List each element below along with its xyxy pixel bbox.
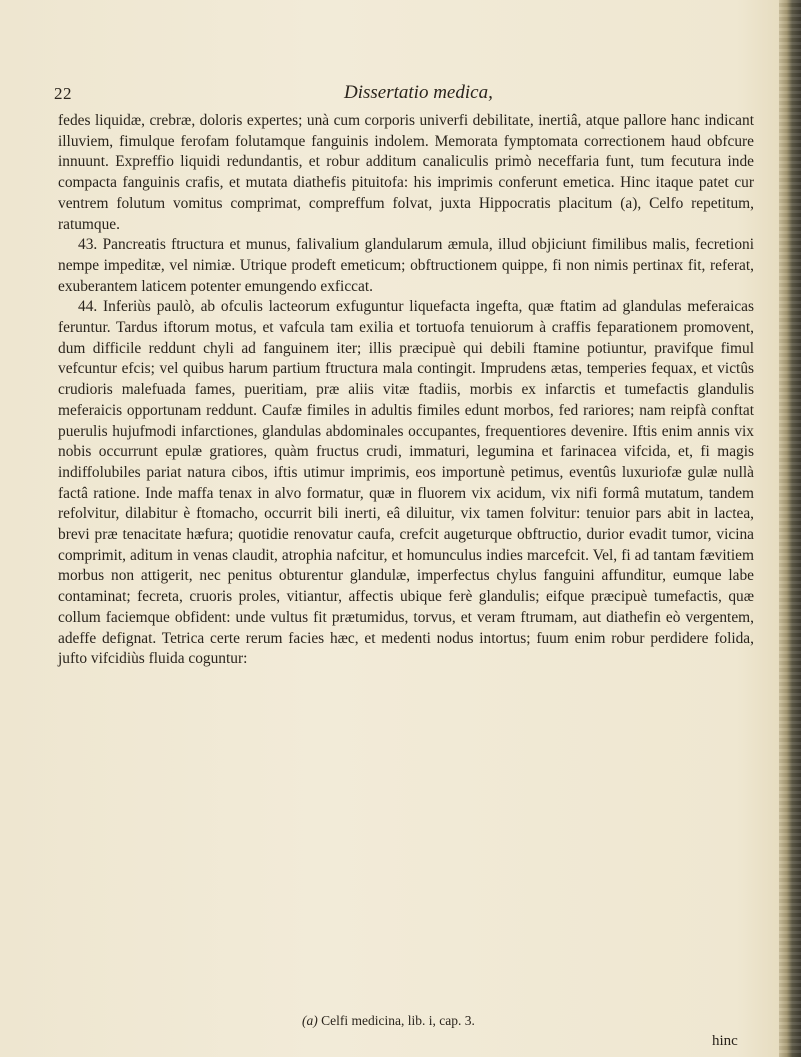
footnote-text: Celfi medicina, lib. i, cap. 3. — [321, 1013, 475, 1028]
binding-edge — [779, 0, 801, 1057]
paragraph-43: 43. Pancreatis ftructura et munus, falivalium glandularum æmula, illud objiciunt fimilibus malis, fecretioni nempe impeditæ, vel nimiæ. Utrique prodeft emeticum; obftructionem quippe, fi non nimis pertinax fit, referat, exuberantem laticem potenter emungendo exficcat. — [58, 236, 754, 295]
paragraph-continuation: fedes liquidæ, crebræ, doloris expertes; unà cum corporis univerfi debilitate, inertiâ, atque pallore hanc indicant illuviem, fimulque ferofam folutamque fanguinis indolem. Memorata fymptomata correctionem haud obfcure innuunt. Expreffio liquidi redundantis, et robur additum canaliculis primò neceffaria funt, tum fecutura inde compacta fanguinis crafis, et mutata diathefis pituitofa: his imprimis conferunt emetica. Hinc itaque patet cur ventrem folutum vomitus comprimat, compreffum folvat, juxta Hippocratis placitum (a), Celfo repetitum, ratumque. — [58, 112, 754, 233]
footnote-mark: (a) — [302, 1013, 318, 1028]
page-number: 22 — [54, 84, 72, 103]
catchword: hinc — [712, 1033, 738, 1049]
body-text — [58, 111, 754, 670]
paragraph-44: 44. Inferiùs paulò, ab ofculis lacteorum exfuguntur liquefacta ingefta, quæ ftatim ad glandulas meferaicas feruntur. Tardus iftorum motus, et vafcula tam exilia et tortuofa tenuiorum à craffis feparationem promovent, dum difficile reddunt chyli ad fanguinem iter; illis præcipuè qui debili ftamine potiuntur, pravifque fimul vefcuntur efcis; vel quibus harum partium ftructura mala contingit. Imprudens ætas, temperies fequax, et victûs crudioris malefuada fames, pueritiam, præ aliis vitæ ftadiis, morbis ex infarctis et tumefactis glandulis meferaicis opportunam reddunt. Caufæ fimiles in adultis fimiles edunt morbos, fed rariores; nam reipfà conftat puerulis hujufmodi infarctiones, glandulas abdominales occupantes, frequentiores devenire. Iftis enim annis vix nobis occurrunt epulæ gratiores, quàm fructus crudi, immaturi, legumina et farinacea vifcida, et, fi magis indiffolubiles pariat natura cibos, iftis utimur imprimis, eos importunè petimus, eventûs luxuriofæ gulæ nullà factâ ratione. Inde maffa tenax in alvo formatur, quæ in fluorem vix acidum, vix nifi formâ mutatum, tandem refolvitur, dilabitur è ftomacho, occurrit bili inerti, eâ diluitur, vix tamen folvitur: tenuior pars abit in lactea, brevi præ tenacitate hæfura; quotidie renovatur caufa, crefcit augeturque obftructio, durior evadit tumor, vicina comprimit, aditum in venas claudit, atrophia nafcitur, et homunculus indies marcefcit. Vel, fi ad tantam fævitiem morbus non attigerit, nec penitus obturentur glandulæ, imperfectus chylus fanguini affunditur, eumque labe contaminat; fecreta, cruoris proles, vitiantur, affectis ubique ferè glandulis; eifque præcipuè tumefactis, quæ collum faciemque obfident: unde vultus fit prætumidus, torvus, et veram ftrumam, aut diathefin eò vergentem, adeffe defignat. Tetrica certe rerum facies hæc, et medenti nodus intortus; fuum enim robur perdidere folida, jufto vifcidiùs fluida coguntur: — [58, 298, 754, 668]
running-title: Dissertatio medica, — [344, 82, 493, 103]
footnote — [302, 1013, 475, 1029]
running-head — [54, 84, 754, 106]
